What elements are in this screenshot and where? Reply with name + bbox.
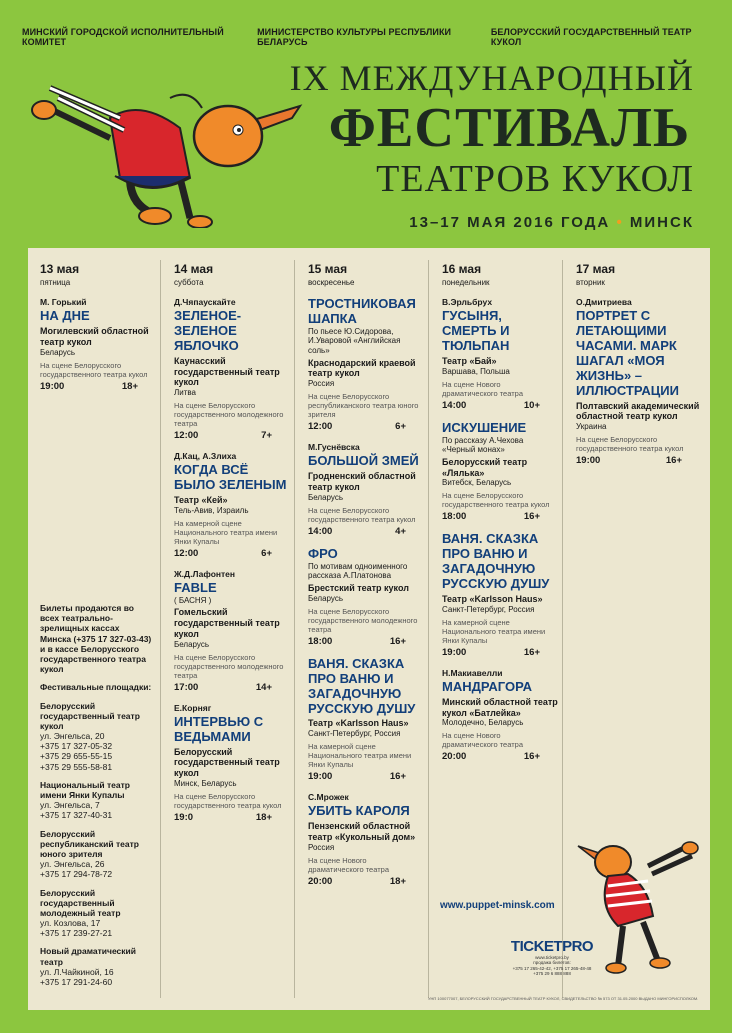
- event-entry: [174, 569, 290, 693]
- event-venue: На сцене Белорусского государственного театра кукол: [40, 360, 148, 379]
- event-time-row: [308, 421, 424, 432]
- event-age: 14+: [255, 681, 272, 693]
- event-time-row: [442, 400, 558, 411]
- event-title: ЗЕЛЕНОЕ-ЗЕЛЕНОЕ ЯБЛОЧКО: [174, 308, 242, 353]
- event-venue: На сцене Белорусского государственного театра кукол: [174, 792, 282, 811]
- day-weekday: вторник: [576, 278, 605, 287]
- event-city: Беларусь: [308, 593, 343, 603]
- event-title: ИСКУШЕНИЕ: [442, 419, 527, 435]
- event-entry: [40, 297, 156, 392]
- event-time: 18:00: [308, 635, 333, 647]
- event-time: 19:00: [308, 771, 333, 783]
- event-city: Минск, Беларусь: [174, 779, 237, 789]
- event-title: FABLE: [174, 579, 217, 595]
- event-time-row: [442, 511, 558, 522]
- event-venue: На сцене Нового драматического театра: [442, 379, 524, 398]
- event-time: 20:00: [308, 875, 333, 887]
- day-weekday: понедельник: [442, 278, 490, 287]
- festival-title-line2: ФЕСТИВАЛЬ: [328, 97, 691, 159]
- event-time: 14:00: [308, 525, 333, 537]
- event-city: Россия: [308, 842, 335, 852]
- city-text: МИНСК: [629, 214, 694, 231]
- event-entry: [174, 297, 290, 441]
- event-title: ВАНЯ. СКАЗКА ПРО ВАНЮ И ЗАГАДОЧНУЮ РУССКУЮ ДУШУ: [442, 531, 550, 592]
- day-weekday: пятница: [40, 278, 71, 287]
- event-venue: На сцене Белорусского государственного театра кукол: [442, 491, 550, 510]
- event-entry: [576, 297, 700, 466]
- event-title: МАНДРАГОРА: [442, 678, 533, 694]
- event-title: КОГДА ВСЁ БЫЛО ЗЕЛЕНЫМ: [174, 462, 287, 493]
- tickets-info: Билеты продаются во всех театрально-зрелищных кассах Минска (+375 17 327-03-43) и в кассе Белорусского государственного театра кукол: [40, 603, 152, 675]
- event-theatre: Театр «Karlsson Haus»: [442, 594, 543, 605]
- event-title: ТРОСТНИКОВАЯ ШАПКА: [308, 296, 416, 326]
- event-city: Украина: [576, 422, 607, 432]
- event-age: 6+: [395, 421, 406, 433]
- event-title: ГУСЫНЯ, СМЕРТЬ И ТЮЛЬПАН: [442, 308, 510, 353]
- day-column-16: [442, 248, 558, 1010]
- event-time-row: [308, 636, 424, 647]
- venues-list: [40, 701, 152, 988]
- organizer-1: МИНСКИЙ ГОРОДСКОЙ ИСПОЛНИТЕЛЬНЫЙ КОМИТЕТ: [22, 27, 224, 47]
- website-link[interactable]: www.puppet-minsk.com: [440, 900, 555, 911]
- event-title: ФРО: [308, 545, 338, 561]
- event-venue: На сцене Белорусского государственного молодежного театра: [308, 606, 418, 634]
- venue-detail: +375 17 239-27-21: [40, 928, 113, 939]
- event-note: По рассказу А.Чехова «Черный монах»: [442, 435, 524, 455]
- tickets-info-block: [40, 603, 152, 987]
- event-theatre: Краснодарский краевой театр кукол: [308, 357, 416, 379]
- festival-dates: [409, 214, 694, 231]
- venue-name: Белорусский государственный театр кукол: [40, 700, 140, 731]
- event-venue: На сцене Белорусского республиканского театра юного зрителя: [308, 392, 419, 420]
- ticketpro-line2: продажа билетов:: [533, 960, 571, 966]
- event-time: 19:00: [40, 380, 65, 392]
- event-time: 18:00: [442, 511, 467, 523]
- organizer-2: МИНИСТЕРСТВО КУЛЬТУРЫ РЕСПУБЛИКИ БЕЛАРУСЬ: [257, 27, 452, 47]
- event-city: Беларусь: [40, 347, 75, 357]
- column-divider: [160, 260, 161, 998]
- day-column-14: [174, 248, 290, 1010]
- event-theatre: Белорусский театр «Лялька»: [442, 456, 528, 478]
- event-theatre: Минский областной театр кукол «Батлейка»: [442, 696, 558, 718]
- event-title: ПОРТРЕТ С ЛЕТАЮЩИМИ ЧАСАМИ. МАРК ШАГАЛ «МОЯ ЖИЗНЬ» – ИЛЛЮСТРАЦИИ: [576, 308, 679, 398]
- event-age: 18+: [255, 812, 272, 824]
- day-weekday: суббота: [174, 278, 204, 287]
- event-author: С.Мрожек: [308, 792, 349, 803]
- event-venue: На сцене Белорусского государственного театра кукол: [576, 435, 684, 454]
- day-date: 16 мая: [442, 262, 482, 276]
- event-author: В.Эрльбрух: [442, 297, 493, 307]
- event-entry: [174, 451, 290, 559]
- venue-detail: +375 29 655-55-15: [40, 751, 113, 762]
- event-time: 12:00: [308, 421, 333, 433]
- event-city: Санкт-Петербург, Россия: [442, 604, 535, 614]
- event-age: 18+: [121, 380, 138, 392]
- event-age: 16+: [523, 751, 540, 763]
- event-time-row: [308, 526, 424, 537]
- event-entry: [308, 442, 424, 537]
- event-entry: [308, 792, 424, 887]
- event-time-row: [40, 381, 156, 392]
- event-theatre: Театр «Кей»: [174, 495, 228, 506]
- event-entry: [442, 421, 558, 523]
- venues-title: Фестивальные площадки:: [40, 682, 152, 693]
- column-divider: [562, 260, 563, 998]
- event-title: ВАНЯ. СКАЗКА ПРО ВАНЮ И ЗАГАДОЧНУЮ РУССКУЮ ДУШУ: [308, 655, 416, 716]
- event-theatre: Театр «Бай»: [442, 355, 497, 366]
- event-theatre: Гомельский государственный театр кукол: [174, 607, 280, 639]
- event-city: Беларусь: [308, 492, 343, 502]
- event-author: М.Гуснёвска: [308, 442, 360, 453]
- venue-name: Национальный театр имени Янки Купалы: [40, 779, 130, 800]
- venue-detail: +375 17 327-05-32: [40, 741, 113, 752]
- venue-detail: +375 29 555-58-81: [40, 761, 113, 772]
- event-age: 7+: [261, 430, 272, 442]
- event-time-row: [174, 548, 290, 559]
- event-age: 16+: [389, 771, 406, 783]
- license-text: УНП 100077007, БЕЛОРУССКИЙ ГОСУДАРСТВЕННЫЙ ТЕАТР КУКОЛ, СВИДЕТЕЛЬСТВО № 573 ОТ 31.05.2000 ВЫДАНО МИНГОРИСПОЛКОМ.: [428, 996, 699, 1001]
- event-title: БОЛЬШОЙ ЗМЕЙ: [308, 453, 419, 469]
- puppet-mascot-illustration-top: [30, 58, 310, 228]
- event-theatre: Театр «Karlsson Haus»: [308, 718, 409, 729]
- venue-detail: ул. Л.Чайкиной, 16: [40, 966, 114, 977]
- event-note: ( БАСНЯ ): [174, 595, 212, 605]
- event-city: Литва: [174, 388, 196, 398]
- event-entry: [442, 668, 558, 763]
- event-time-row: [174, 682, 290, 693]
- event-venue: На камерной сцене Национального театра имени Янки Купалы: [308, 742, 412, 770]
- event-age: 10+: [523, 399, 540, 411]
- event-age: 16+: [523, 511, 540, 523]
- dates-text: 13–17 МАЯ 2016 ГОДА: [409, 214, 611, 231]
- event-time: 20:00: [442, 751, 467, 763]
- event-time-row: [174, 430, 290, 441]
- event-age: 16+: [665, 455, 682, 467]
- event-venue: На камерной сцене Национального театра имени Янки Купалы: [442, 617, 546, 645]
- event-note: По пьесе Ю.Сидорова, И.Уваровой «Английская соль»: [308, 326, 401, 356]
- event-title: УБИТЬ КАРОЛЯ: [308, 803, 410, 819]
- event-age: 16+: [389, 635, 406, 647]
- event-venue: На сцене Нового драматического театра: [308, 855, 390, 874]
- event-author: Е.Корняг: [174, 702, 212, 713]
- ticketpro-line4: +375 29 6 888 888: [533, 971, 571, 977]
- event-author: Д.Кац, А.Злиха: [174, 451, 237, 462]
- venue-detail: +375 17 291-24-60: [40, 977, 113, 987]
- venue-detail: ул. Энгельса, 26: [40, 859, 105, 870]
- event-entry: [308, 297, 424, 432]
- event-author: Д.Чяпаускайте: [174, 297, 236, 307]
- event-time-row: [576, 455, 700, 466]
- day-weekday: воскресенье: [308, 278, 355, 287]
- event-time: 19:0: [174, 812, 194, 824]
- venue-name: Белорусский государственный молодежный театр: [40, 887, 121, 918]
- event-theatre: Пензенский областной театр «Кукольный дом»: [308, 821, 416, 842]
- ticketpro-line3: +375 17 265-42-42, +375 17 265-48-48: [512, 965, 592, 971]
- event-venue: На сцене Белорусского государственного молодежного театра: [174, 652, 284, 680]
- event-city: Беларусь: [174, 639, 209, 649]
- event-age: 16+: [523, 646, 540, 658]
- event-author: Н.Макиавелли: [442, 667, 503, 678]
- festival-title-line1: IX МЕЖДУНАРОДНЫЙ: [289, 58, 694, 98]
- event-title: ИНТЕРВЬЮ С ВЕДЬМАМИ: [174, 713, 264, 744]
- event-time: 19:00: [442, 646, 467, 658]
- venue-detail: +375 17 294-78-72: [40, 869, 113, 880]
- day-date: 14 мая: [174, 262, 214, 276]
- day-column-15: [308, 248, 424, 1010]
- event-time: 19:00: [576, 455, 601, 467]
- event-venue: На сцене Белорусского государственного молодежного театра: [174, 401, 284, 429]
- event-city: Россия: [308, 379, 335, 389]
- event-theatre: Брестский театр кукол: [308, 582, 409, 593]
- event-author: О.Дмитриева: [576, 297, 632, 307]
- event-time: 14:00: [442, 399, 467, 411]
- event-entry: [308, 547, 424, 647]
- event-city: Варшава, Польша: [442, 366, 510, 376]
- organizers: [22, 27, 712, 47]
- dot-separator: •: [616, 214, 624, 231]
- event-theatre: Каунасский государственный театр кукол: [174, 355, 280, 388]
- day-date: 13 мая: [40, 262, 80, 276]
- event-entry: [174, 703, 290, 823]
- festival-title-line3: ТЕАТРОВ КУКОЛ: [376, 158, 694, 200]
- event-age: 6+: [261, 547, 272, 559]
- ticketpro-logo: TICKETPRO: [510, 938, 594, 955]
- ticketpro-site: www.ticketpro.by: [535, 955, 569, 960]
- event-theatre: Белорусский государственный театр кукол: [174, 746, 280, 779]
- event-age: 18+: [389, 875, 406, 887]
- event-theatre: Полтавский академический областной театр кукол: [576, 400, 700, 422]
- venue-detail: ул. Козлова, 17: [40, 918, 101, 929]
- event-time-row: [308, 771, 424, 782]
- event-venue: На сцене Белорусского государственного театра кукол: [308, 505, 416, 524]
- event-city: Тель-Авив, Израиль: [174, 505, 249, 515]
- event-title: НА ДНЕ: [40, 308, 90, 323]
- event-venue: На сцене Нового драматического театра: [442, 731, 524, 750]
- puppet-mascot-illustration-bottom: [568, 826, 708, 976]
- event-time: 12:00: [174, 547, 199, 559]
- venue-detail: ул. Энгельса, 7: [40, 800, 100, 811]
- event-time: 12:00: [174, 430, 199, 442]
- event-theatre: Гродненский областной театр кукол: [308, 471, 416, 492]
- event-time-row: [308, 876, 424, 887]
- event-time-row: [442, 647, 558, 658]
- venue-detail: +375 17 327-40-31: [40, 810, 113, 821]
- event-city: Витебск, Беларусь: [442, 478, 512, 488]
- event-time: 17:00: [174, 681, 199, 693]
- event-theatre: Могилевский областной театр кукол: [40, 325, 149, 347]
- venue-name: Новый драматический театр: [40, 946, 136, 967]
- event-author: М. Горький: [40, 297, 87, 307]
- event-note: По мотивам одноименного рассказа А.Платонова: [308, 561, 408, 581]
- organizer-3: БЕЛОРУССКИЙ ГОСУДАРСТВЕННЫЙ ТЕАТР КУКОЛ: [490, 27, 692, 47]
- column-divider: [428, 260, 429, 998]
- event-venue: На камерной сцене Национального театра имени Янки Купалы: [174, 518, 278, 546]
- venue-name: Белорусский республиканский театр юного зрителя: [40, 828, 139, 859]
- event-city: Санкт-Петербург, Россия: [308, 729, 401, 739]
- event-entry: [308, 657, 424, 783]
- venue-detail: ул. Энгельса, 20: [40, 731, 105, 742]
- event-time-row: [442, 751, 558, 762]
- event-time-row: [174, 812, 290, 823]
- column-divider: [294, 260, 295, 998]
- event-entry: [442, 532, 558, 658]
- event-city: Молодечно, Беларусь: [442, 718, 524, 728]
- day-date: 15 мая: [308, 262, 348, 276]
- event-author: Ж.Д.Лафонтен: [174, 568, 236, 579]
- event-entry: [442, 297, 558, 411]
- day-date: 17 мая: [576, 262, 616, 276]
- event-age: 4+: [395, 525, 406, 537]
